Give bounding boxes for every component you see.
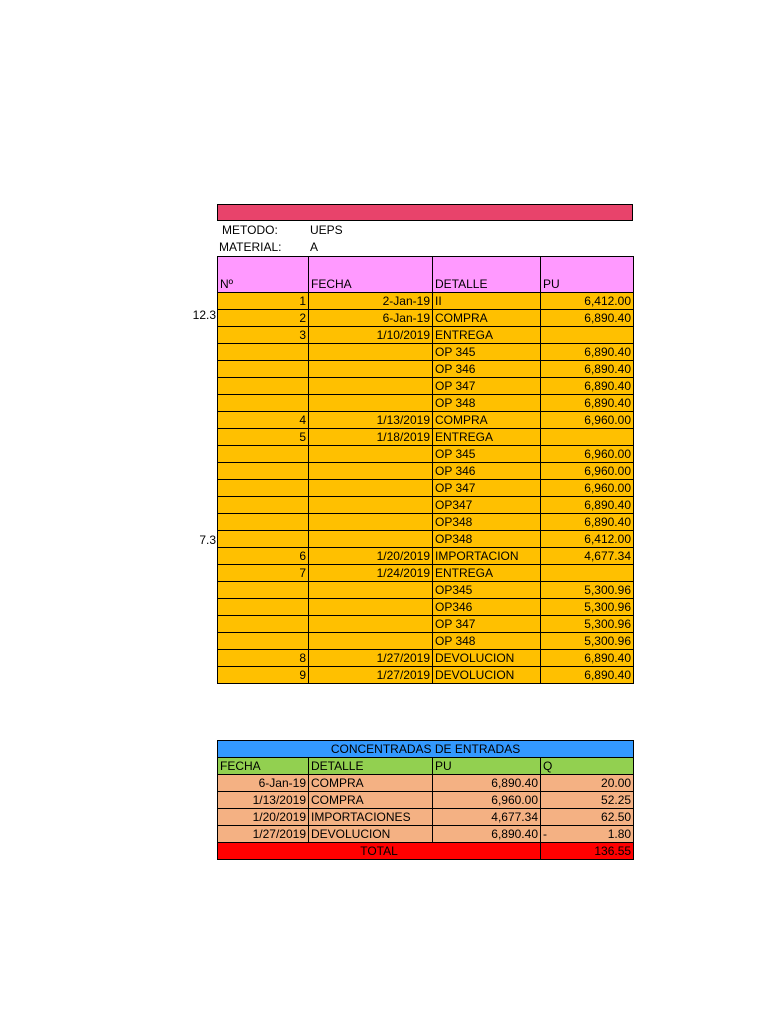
summary-q-value: 1.80 <box>607 827 632 841</box>
cell-detalle[interactable]: DEVOLUCION <box>433 667 541 684</box>
cell-n[interactable]: 9 <box>218 667 309 684</box>
table-row <box>218 616 634 633</box>
table-row <box>218 429 634 446</box>
summary-col-q[interactable]: Q <box>541 758 634 775</box>
summary-title-row <box>218 741 634 758</box>
material-label: MATERIAL: <box>219 240 282 254</box>
summary-q-wrap <box>543 826 631 842</box>
cell-n[interactable] <box>218 497 309 514</box>
cell-detalle[interactable]: OP 347 <box>433 616 541 633</box>
cell-pu[interactable]: 5,300.96 <box>541 582 634 599</box>
cell-fecha[interactable]: 1/27/2019 <box>309 667 433 684</box>
summary-row <box>218 775 634 792</box>
col-header-detalle[interactable]: DETALLE <box>433 257 541 293</box>
cell-n[interactable] <box>218 463 309 480</box>
cell-n[interactable] <box>218 599 309 616</box>
cell-detalle[interactable]: OP 346 <box>433 361 541 378</box>
cell-detalle[interactable]: OP 348 <box>433 395 541 412</box>
summary-q-value: 20.00 <box>601 776 632 790</box>
summary-cell-pu[interactable]: 6,960.00 <box>433 792 541 809</box>
title-band <box>217 204 633 221</box>
col-header-n[interactable]: Nº <box>218 257 309 293</box>
cell-detalle[interactable]: DEVOLUCION <box>433 650 541 667</box>
cell-fecha[interactable] <box>309 582 433 599</box>
summary-col-fecha[interactable]: FECHA <box>218 758 309 775</box>
summary-table <box>217 740 634 860</box>
cell-pu[interactable]: 6,890.40 <box>541 344 634 361</box>
cell-fecha[interactable]: 1/13/2019 <box>309 412 433 429</box>
summary-cell-pu[interactable]: 6,890.40 <box>433 826 541 843</box>
cell-pu[interactable]: 4,677.34 <box>541 548 634 565</box>
cell-fecha[interactable]: 1/27/2019 <box>309 650 433 667</box>
cell-n[interactable] <box>218 395 309 412</box>
cell-fecha[interactable] <box>309 633 433 650</box>
table-row <box>218 463 634 480</box>
summary-cell-pu[interactable]: 6,890.40 <box>433 775 541 792</box>
material-value: A <box>310 240 319 254</box>
cell-detalle[interactable]: OP348 <box>433 514 541 531</box>
cell-n[interactable]: 4 <box>218 412 309 429</box>
cell-n[interactable] <box>218 344 309 361</box>
cell-detalle[interactable]: OP345 <box>433 582 541 599</box>
summary-cell-detalle[interactable]: DEVOLUCION <box>309 826 433 843</box>
table-row <box>218 310 634 327</box>
cell-pu[interactable]: 6,890.40 <box>541 497 634 514</box>
table-row <box>218 293 634 310</box>
side-note-1: 12.3 <box>192 308 216 322</box>
table-row <box>218 514 634 531</box>
summary-col-pu[interactable]: PU <box>433 758 541 775</box>
cell-detalle[interactable]: ENTREGA <box>433 565 541 582</box>
summary-header-row <box>218 758 634 775</box>
cell-fecha[interactable] <box>309 616 433 633</box>
col-header-fecha[interactable]: FECHA <box>309 257 433 293</box>
summary-q-wrap <box>543 792 631 808</box>
table-row <box>218 565 634 582</box>
cell-n[interactable]: 1 <box>218 293 309 310</box>
cell-detalle[interactable]: ENTREGA <box>433 327 541 344</box>
cell-detalle[interactable]: COMPRA <box>433 412 541 429</box>
cell-fecha[interactable] <box>309 378 433 395</box>
cell-fecha[interactable]: 1/20/2019 <box>309 548 433 565</box>
cell-fecha[interactable]: 1/18/2019 <box>309 429 433 446</box>
cell-fecha[interactable] <box>309 463 433 480</box>
cell-pu[interactable]: 6,890.40 <box>541 378 634 395</box>
cell-pu[interactable]: 6,890.40 <box>541 650 634 667</box>
cell-detalle[interactable]: OP347 <box>433 497 541 514</box>
summary-cell-detalle[interactable]: IMPORTACIONES <box>309 809 433 826</box>
cell-n[interactable]: 7 <box>218 565 309 582</box>
summary-cell-detalle[interactable]: COMPRA <box>309 775 433 792</box>
summary-q-value: 52.25 <box>601 793 632 807</box>
table-row <box>218 344 634 361</box>
summary-col-detalle[interactable]: DETALLE <box>309 758 433 775</box>
cell-pu[interactable] <box>541 327 634 344</box>
total-label[interactable]: TOTAL <box>218 843 541 860</box>
cell-detalle[interactable]: OP348 <box>433 531 541 548</box>
cell-pu[interactable]: 6,960.00 <box>541 463 634 480</box>
summary-row <box>218 792 634 809</box>
cell-detalle[interactable]: OP 348 <box>433 633 541 650</box>
summary-cell-q[interactable] <box>541 826 634 843</box>
cell-pu[interactable]: 5,300.96 <box>541 616 634 633</box>
cell-fecha[interactable] <box>309 531 433 548</box>
cell-fecha[interactable] <box>309 514 433 531</box>
cell-fecha[interactable] <box>309 395 433 412</box>
cell-n[interactable] <box>218 514 309 531</box>
kardex-table <box>217 256 634 684</box>
cell-pu[interactable] <box>541 565 634 582</box>
cell-fecha[interactable] <box>309 497 433 514</box>
cell-detalle[interactable]: OP 345 <box>433 446 541 463</box>
cell-pu[interactable]: 6,890.40 <box>541 361 634 378</box>
cell-pu[interactable]: 6,890.40 <box>541 667 634 684</box>
summary-q-value: 62.50 <box>601 810 632 824</box>
cell-fecha[interactable] <box>309 361 433 378</box>
table-row <box>218 667 634 684</box>
cell-n[interactable]: 3 <box>218 327 309 344</box>
cell-pu[interactable]: 6,412.00 <box>541 293 634 310</box>
cell-detalle[interactable]: COMPRA <box>433 310 541 327</box>
cell-fecha[interactable]: 2-Jan-19 <box>309 293 433 310</box>
cell-n[interactable] <box>218 633 309 650</box>
cell-n[interactable]: 8 <box>218 650 309 667</box>
summary-q-wrap <box>543 809 631 825</box>
cell-fecha[interactable] <box>309 446 433 463</box>
summary-row <box>218 826 634 843</box>
summary-total-row <box>218 843 634 860</box>
cell-n[interactable] <box>218 378 309 395</box>
cell-n[interactable] <box>218 361 309 378</box>
cell-detalle[interactable]: OP 347 <box>433 480 541 497</box>
table-row <box>218 327 634 344</box>
summary-cell-q[interactable] <box>541 792 634 809</box>
side-note-2: 7.3 <box>199 533 216 547</box>
cell-detalle[interactable]: OP 346 <box>433 463 541 480</box>
cell-detalle[interactable]: II <box>433 293 541 310</box>
table-row <box>218 446 634 463</box>
cell-pu[interactable]: 6,960.00 <box>541 446 634 463</box>
cell-pu[interactable]: 6,960.00 <box>541 412 634 429</box>
summary-cell-fecha[interactable]: 1/20/2019 <box>218 809 309 826</box>
cell-detalle[interactable]: OP346 <box>433 599 541 616</box>
summary-cell-q[interactable] <box>541 775 634 792</box>
cell-pu[interactable]: 6,890.40 <box>541 395 634 412</box>
total-value[interactable]: 136.55 <box>541 843 634 860</box>
table-row <box>218 395 634 412</box>
cell-detalle[interactable]: ENTREGA <box>433 429 541 446</box>
summary-cell-pu[interactable]: 4,677.34 <box>433 809 541 826</box>
summary-cell-fecha[interactable]: 1/27/2019 <box>218 826 309 843</box>
table-row <box>218 582 634 599</box>
cell-n[interactable] <box>218 582 309 599</box>
cell-fecha[interactable]: 6-Jan-19 <box>309 310 433 327</box>
col-header-pu[interactable]: PU <box>541 257 634 293</box>
table-row <box>218 650 634 667</box>
table-row <box>218 633 634 650</box>
table-row <box>218 531 634 548</box>
cell-pu[interactable]: 5,300.96 <box>541 633 634 650</box>
cell-detalle[interactable]: OP 345 <box>433 344 541 361</box>
summary-cell-fecha[interactable]: 6-Jan-19 <box>218 775 309 792</box>
table-row <box>218 548 634 565</box>
summary-title[interactable]: CONCENTRADAS DE ENTRADAS <box>218 741 634 758</box>
cell-n[interactable] <box>218 616 309 633</box>
cell-pu[interactable] <box>541 429 634 446</box>
table-row <box>218 361 634 378</box>
metodo-value: UEPS <box>310 223 343 237</box>
cell-pu[interactable]: 6,960.00 <box>541 480 634 497</box>
summary-cell-q[interactable] <box>541 809 634 826</box>
table-row <box>218 412 634 429</box>
table-row <box>218 599 634 616</box>
cell-n[interactable]: 5 <box>218 429 309 446</box>
cell-pu[interactable]: 5,300.96 <box>541 599 634 616</box>
summary-cell-fecha[interactable]: 1/13/2019 <box>218 792 309 809</box>
cell-pu[interactable]: 6,890.40 <box>541 514 634 531</box>
cell-fecha[interactable] <box>309 599 433 616</box>
summary-q-wrap <box>543 775 631 791</box>
cell-fecha[interactable] <box>309 344 433 361</box>
cell-detalle[interactable]: IMPORTACION <box>433 548 541 565</box>
cell-n[interactable] <box>218 446 309 463</box>
summary-cell-detalle[interactable]: COMPRA <box>309 792 433 809</box>
summary-row <box>218 809 634 826</box>
table-row <box>218 480 634 497</box>
cell-detalle[interactable]: OP 347 <box>433 378 541 395</box>
cell-n[interactable]: 6 <box>218 548 309 565</box>
table-row <box>218 378 634 395</box>
cell-n[interactable] <box>218 531 309 548</box>
table-row <box>218 497 634 514</box>
cell-fecha[interactable] <box>309 480 433 497</box>
summary-q-sign: - <box>543 827 547 841</box>
cell-n[interactable]: 2 <box>218 310 309 327</box>
metodo-label: METODO: <box>222 223 278 237</box>
cell-pu[interactable]: 6,412.00 <box>541 531 634 548</box>
cell-fecha[interactable]: 1/10/2019 <box>309 327 433 344</box>
cell-pu[interactable]: 6,890.40 <box>541 310 634 327</box>
kardex-header-row <box>218 257 634 293</box>
cell-fecha[interactable]: 1/24/2019 <box>309 565 433 582</box>
cell-n[interactable] <box>218 480 309 497</box>
